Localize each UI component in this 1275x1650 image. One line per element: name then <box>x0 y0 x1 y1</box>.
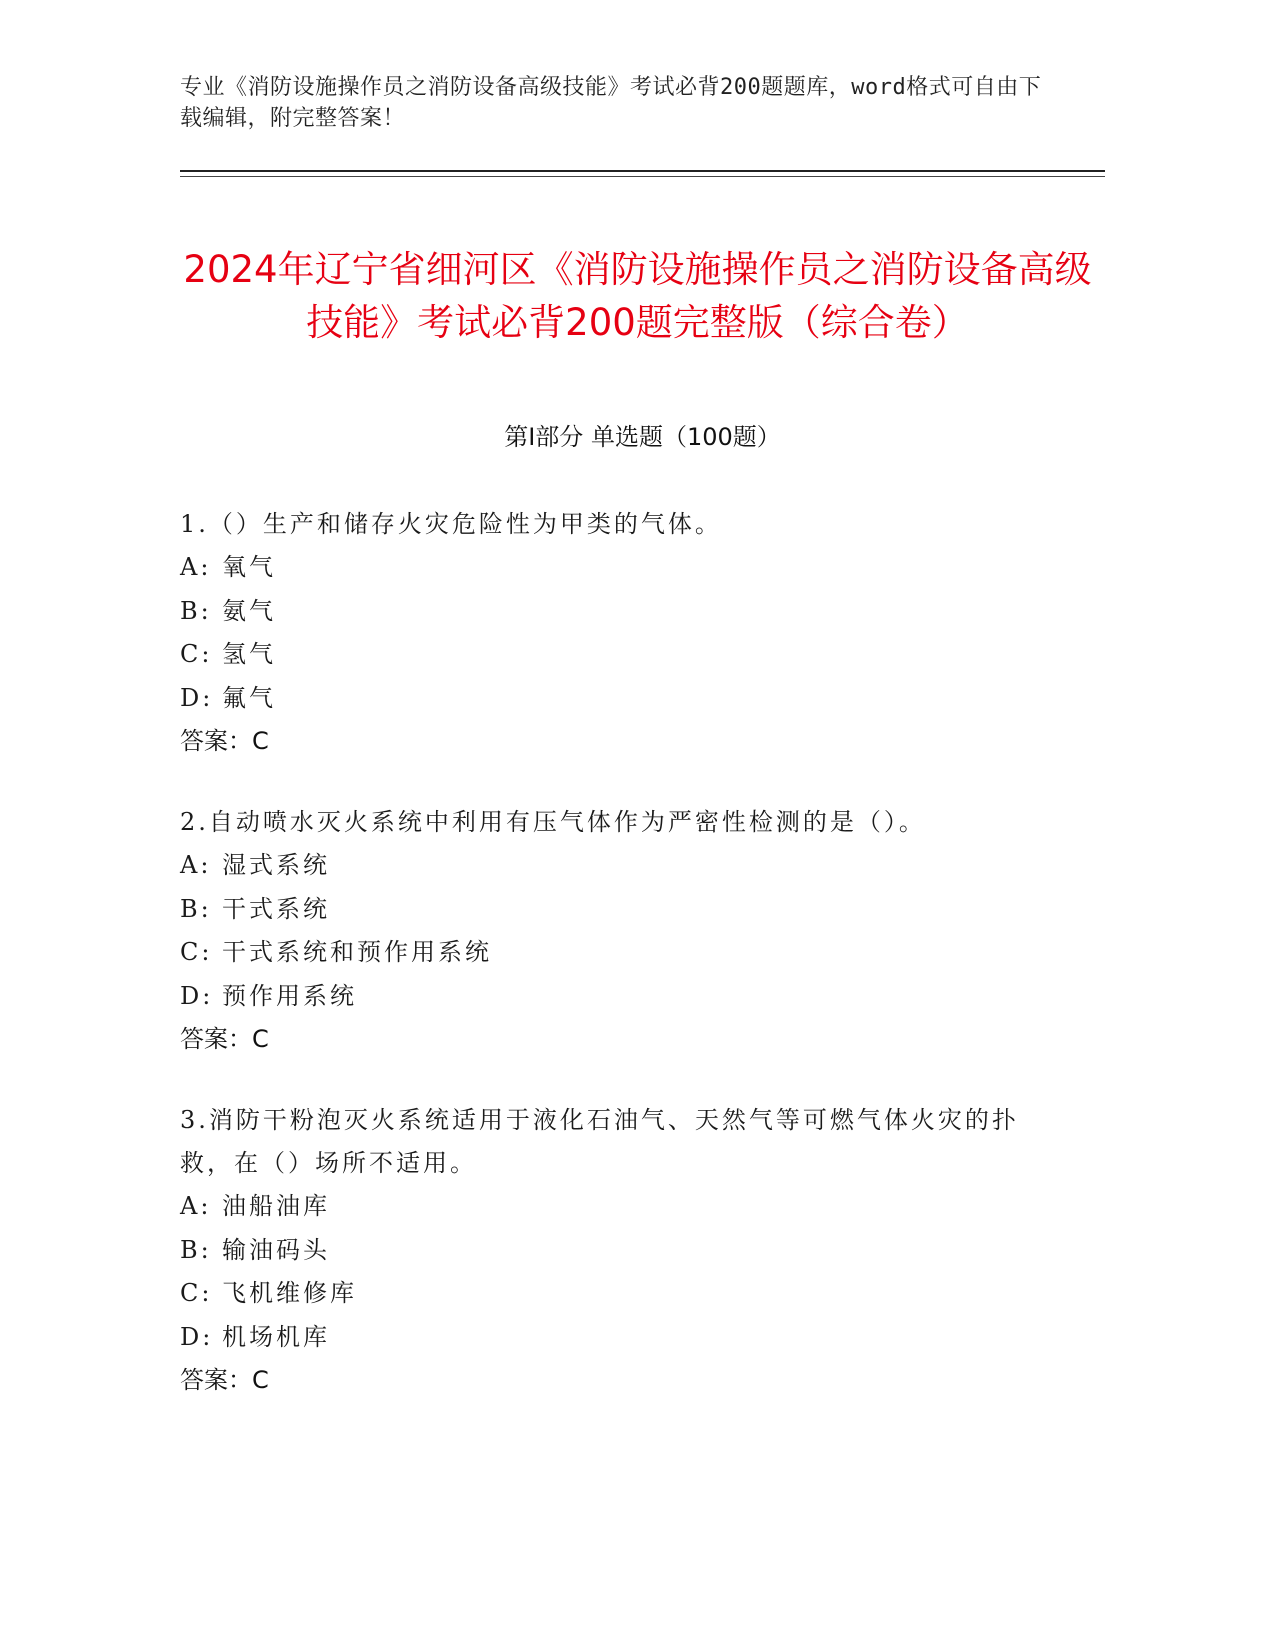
option-b <box>180 1229 1060 1273</box>
option-key: A: <box>180 553 212 581</box>
option-c <box>180 633 1060 677</box>
option-d <box>180 677 1060 721</box>
document-title: 2024年辽宁省细河区《消防设施操作员之消防设备高级技能》考试必背200题完整版（综合卷） <box>183 247 1092 344</box>
option-text: 干式系统 <box>222 894 330 923</box>
option-text: 氢气 <box>222 640 276 668</box>
option-text: 湿式系统 <box>222 851 330 879</box>
answer-line: 答案：C <box>180 727 269 755</box>
option-text: 氧气 <box>222 553 276 581</box>
option-key: C: <box>180 1279 213 1307</box>
header-divider-thick <box>180 170 1105 172</box>
option-key: D: <box>180 1322 214 1351</box>
option-a <box>180 844 1060 888</box>
question-stem: 1.（）生产和储存火灾危险性为甲类的气体。 <box>180 510 722 538</box>
option-b <box>180 590 1060 634</box>
option-key: C: <box>180 640 213 668</box>
question-stem: 3.消防干粉泡灭火系统适用于液化石油气、天然气等可燃气体火灾的扑救，在（）场所不适用。 <box>180 1106 1019 1177</box>
header-divider-thin <box>180 176 1105 177</box>
option-key: A: <box>180 851 212 879</box>
option-text: 油船油库 <box>222 1192 330 1220</box>
option-key: A: <box>180 1192 212 1220</box>
option-c <box>180 931 1060 975</box>
question-list <box>180 503 1060 1440</box>
option-d <box>180 1316 1060 1360</box>
answer-line: 答案：C <box>180 1025 269 1053</box>
option-key: D: <box>180 981 214 1010</box>
option-d <box>180 975 1060 1019</box>
option-text: 预作用系统 <box>222 981 357 1010</box>
question-item <box>180 1099 1060 1402</box>
question-item <box>180 503 1060 763</box>
question-item <box>180 801 1060 1061</box>
option-text: 氨气 <box>222 596 276 625</box>
option-c <box>180 1272 1060 1316</box>
option-key: C: <box>180 938 213 966</box>
header-note: 专业《消防设施操作员之消防设备高级技能》考试必背200题题库，word格式可自由下载编辑，附完整答案！ <box>180 75 1042 131</box>
answer-line: 答案：C <box>180 1366 269 1394</box>
option-text: 氟气 <box>222 683 276 712</box>
option-key: B: <box>180 1235 212 1264</box>
option-a <box>180 546 1060 590</box>
question-stem: 2.自动喷水灭火系统中利用有压气体作为严密性检测的是（）。 <box>180 808 926 836</box>
option-text: 机场机库 <box>222 1322 330 1351</box>
option-key: D: <box>180 683 214 712</box>
section-title: 第Ⅰ部分 单选题（100题） <box>504 423 781 451</box>
option-key: B: <box>180 596 212 625</box>
option-text: 干式系统和预作用系统 <box>222 938 492 966</box>
option-text: 输油码头 <box>222 1235 330 1264</box>
option-a <box>180 1185 1060 1229</box>
option-text: 飞机维修库 <box>222 1279 357 1307</box>
option-b <box>180 888 1060 932</box>
option-key: B: <box>180 894 212 923</box>
